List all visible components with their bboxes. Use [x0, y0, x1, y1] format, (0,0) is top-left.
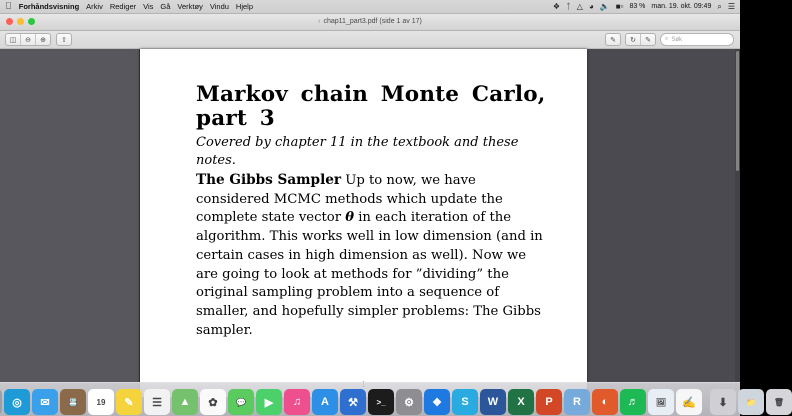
vertical-scrollbar[interactable] — [735, 49, 740, 397]
dock-item-mail[interactable]: ✉ — [32, 389, 58, 415]
section-heading: The Gibbs Sampler — [196, 171, 342, 188]
menu-item-hjelp[interactable]: Hjelp — [229, 2, 247, 11]
menu-bar-left — [0, 2, 253, 11]
paragraph-part-2: in each iteration of the algorithm. This works well in low dimension (and in certain cases in high dimension as well). Now we are going to look at methods for ”dividing” the original sampling problem into a sequence of smaller, and hopefully simpler problems: The Gibbs sampler. — [196, 210, 543, 338]
zoom-in-icon[interactable]: ⊕ — [40, 36, 46, 44]
dock-item-notes[interactable]: ✎ — [116, 389, 142, 415]
dock-item-photos[interactable]: ✿ — [200, 389, 226, 415]
wifi-icon[interactable]: ◕ — [588, 1, 594, 11]
menu-item-rediger[interactable]: Rediger — [103, 2, 130, 11]
dock-item-word[interactable]: W — [480, 389, 506, 415]
dock-item-textedit[interactable]: ✍ — [676, 389, 702, 415]
minimize-button[interactable] — [17, 18, 24, 25]
menu-item-ga[interactable]: Gå — [153, 2, 164, 11]
toolbar-rotate-group — [625, 33, 656, 46]
window-toolbar — [0, 31, 740, 49]
dock-item-calendar[interactable]: 19 — [88, 389, 114, 415]
zoom-button[interactable] — [28, 18, 35, 25]
airplay-icon[interactable]: △ — [576, 1, 583, 11]
pdf-page-body — [140, 49, 587, 341]
document-subtitle: Covered by chapter 11 in the textbook and these notes. — [196, 135, 519, 168]
dock-item-downloads[interactable]: ⬇ — [710, 389, 736, 415]
menu-item-verktoy[interactable]: Verktøy — [170, 2, 197, 11]
dock-item-facetime[interactable]: ▶ — [256, 389, 282, 415]
dock-item-reminders[interactable]: ☰ — [144, 389, 170, 415]
dock-item-xcode[interactable]: ⚒ — [340, 389, 366, 415]
scrollbar-thumb[interactable] — [736, 51, 739, 171]
volume-icon[interactable]: 🔈 — [599, 1, 610, 11]
close-button[interactable] — [6, 18, 13, 25]
document-scroll-area[interactable] — [140, 49, 740, 397]
window-content — [0, 49, 740, 397]
menu-item-vindu[interactable]: Vindu — [203, 2, 223, 11]
page-background-right — [587, 49, 740, 397]
dock — [0, 382, 785, 416]
dock-item-preview[interactable]: 🖼 — [648, 389, 674, 415]
battery-icon[interactable]: ■▫ — [615, 1, 624, 11]
dropbox-icon[interactable]: ❖ — [552, 1, 560, 11]
chevron-left-icon: ‹ — [318, 18, 321, 25]
sidebar-icon[interactable]: ◫ — [6, 34, 21, 45]
zoom-out-icon[interactable]: ⊖ — [21, 34, 36, 45]
dock-item-matlab[interactable]: ◐ — [592, 389, 618, 415]
toolbar-search-field[interactable] — [660, 33, 734, 46]
dock-item-powerpoint[interactable]: P — [536, 389, 562, 415]
bluetooth-icon[interactable]: ᛏ — [565, 1, 571, 11]
window-titlebar — [0, 13, 740, 31]
menu-item-vis[interactable]: Vis — [136, 2, 147, 11]
dock-item-trash[interactable]: 🗑 — [766, 389, 792, 415]
edit-icon[interactable]: ✎ — [645, 36, 651, 44]
window-title — [0, 18, 740, 25]
search-icon[interactable]: ⌕ — [717, 1, 722, 11]
battery-percent-label: 83 % — [629, 3, 646, 10]
preview-window — [0, 13, 740, 395]
document-paragraph — [196, 171, 549, 341]
menu-bar — [0, 0, 740, 14]
dock-item-rstudio[interactable]: R — [564, 389, 590, 415]
dock-item-launchpad[interactable] — [0, 389, 2, 415]
dock-item-itunes[interactable]: ♫ — [284, 389, 310, 415]
dock-item-safari[interactable]: ◎ — [4, 389, 30, 415]
list-icon[interactable]: ☰ — [727, 1, 735, 11]
menu-app-name[interactable]: Forhåndsvisning — [12, 2, 73, 11]
toolbar-right-group — [605, 33, 740, 46]
dock-item-documents[interactable]: 📁 — [738, 389, 764, 415]
dock-item-appstore[interactable]: A — [312, 389, 338, 415]
dock-item-preferences[interactable]: ⚙ — [396, 389, 422, 415]
dock-item-skype[interactable]: S — [452, 389, 478, 415]
toolbar-share-group — [56, 33, 72, 46]
apple-logo-icon[interactable] — [5, 2, 12, 11]
dock-item-dropbox[interactable]: ❖ — [424, 389, 450, 415]
dock-item-spotify[interactable]: ♬ — [620, 389, 646, 415]
toolbar-markup-group — [605, 33, 621, 46]
dock-item-terminal[interactable]: >_ — [368, 389, 394, 415]
share-icon[interactable]: ⇧ — [61, 36, 67, 44]
document-sidebar[interactable] — [0, 49, 140, 397]
dock-item-contacts[interactable]: 📇 — [60, 389, 86, 415]
window-controls — [0, 18, 35, 25]
pdf-page — [140, 49, 587, 397]
window-title-label: chap11_part3.pdf (side 1 av 17) — [323, 18, 422, 25]
dock-item-maps[interactable]: ▲ — [172, 389, 198, 415]
paragraph-part-1: Up to now, we have considered MCMC methods which update the complete state vector — [196, 172, 503, 226]
search-icon: ⌕ — [665, 36, 669, 42]
toolbar-left-group — [5, 33, 51, 46]
dock-item-messages[interactable]: 💬 — [228, 389, 254, 415]
markup-icon[interactable]: ✎ — [610, 36, 616, 44]
clock-label[interactable]: man. 19. okt. 09:49 — [651, 3, 712, 10]
rotate-icon[interactable]: ↻ — [626, 34, 641, 45]
theta-symbol: θ — [345, 210, 354, 226]
dock-item-excel[interactable]: X — [508, 389, 534, 415]
menu-item-arkiv[interactable]: Arkiv — [79, 2, 97, 11]
page-title: Markov chain Monte Carlo, part 3 — [196, 82, 546, 132]
menu-bar-status-area — [553, 3, 740, 11]
search-placeholder: Søk — [671, 36, 683, 43]
